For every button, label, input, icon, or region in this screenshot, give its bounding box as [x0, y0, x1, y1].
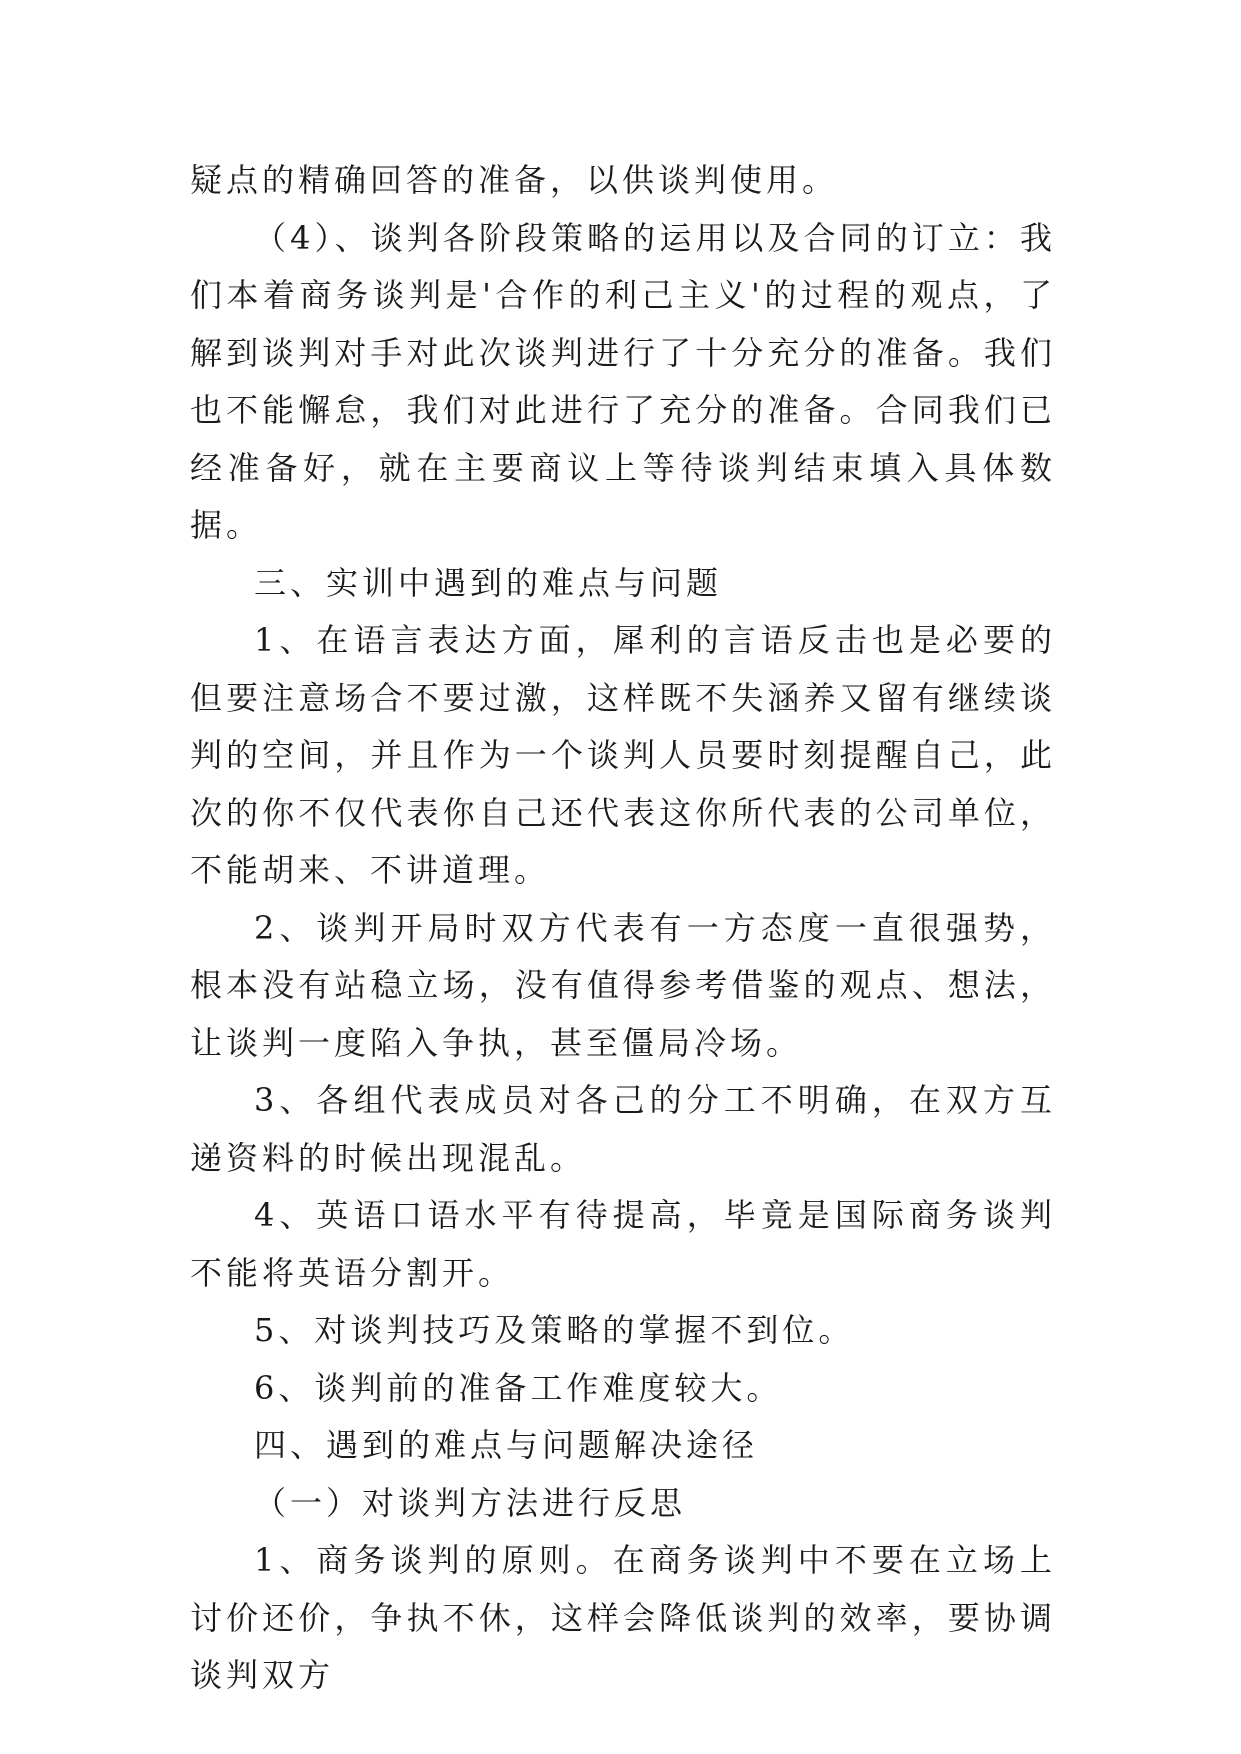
paragraph-strategy-and-contract: （4）、谈判各阶段策略的运用以及合同的订立：我们本着商务谈判是'合作的利己主义'的过程的观点，了解到谈判对手对此次谈判进行了十分充分的准备。我们也不能懈怠，我们对此进行了充分的准备。合同我们已经准备好，就在主要商议上等待谈判结束填入具体数据。 — [190, 218, 1056, 544]
subsection-heading-reflection: （一）对谈判方法进行反思 — [254, 1483, 687, 1522]
list-item-1-language: 1、在语言表达方面，犀利的言语反击也是必要的但要注意场合不要过激，这样既不失涵养又留有继续谈判的空间，并且作为一个谈判人员要时刻提醒自己，此次的你不仅代表你自己还代表这你所代表的公司单位，不能胡来、不讲道理。 — [190, 621, 1056, 889]
list-item-1-principles: 1、商务谈判的原则。在商务谈判中不要在立场上讨价还价，争执不休，这样会降低谈判的效率，要协调谈判双方 — [190, 1541, 1056, 1694]
paragraph-continuation: 疑点的精确回答的准备，以供谈判使用。 — [190, 161, 839, 199]
list-item-4-english: 4、英语口语水平有待提高，毕竟是国际商务谈判不能将英语分割开。 — [190, 1196, 1056, 1292]
list-item-6-preparation: 6、谈判前的准备工作难度较大。 — [254, 1368, 783, 1407]
list-item-3-division: 3、各组代表成员对各己的分工不明确，在双方互递资料的时候出现混乱。 — [190, 1081, 1056, 1177]
document-body — [190, 152, 1056, 1705]
section-heading-solutions: 四、遇到的难点与问题解决途径 — [254, 1426, 759, 1464]
list-item-5-skills: 5、对谈判技巧及策略的掌握不到位。 — [254, 1311, 855, 1349]
list-item-2-opening: 2、谈判开局时双方代表有一方态度一直很强势，根本没有站稳立场，没有值得参考借鉴的观点、想法，让谈判一度陷入争执，甚至僵局冷场。 — [190, 908, 1056, 1062]
section-heading-difficulties: 三、实训中遇到的难点与问题 — [254, 563, 723, 602]
